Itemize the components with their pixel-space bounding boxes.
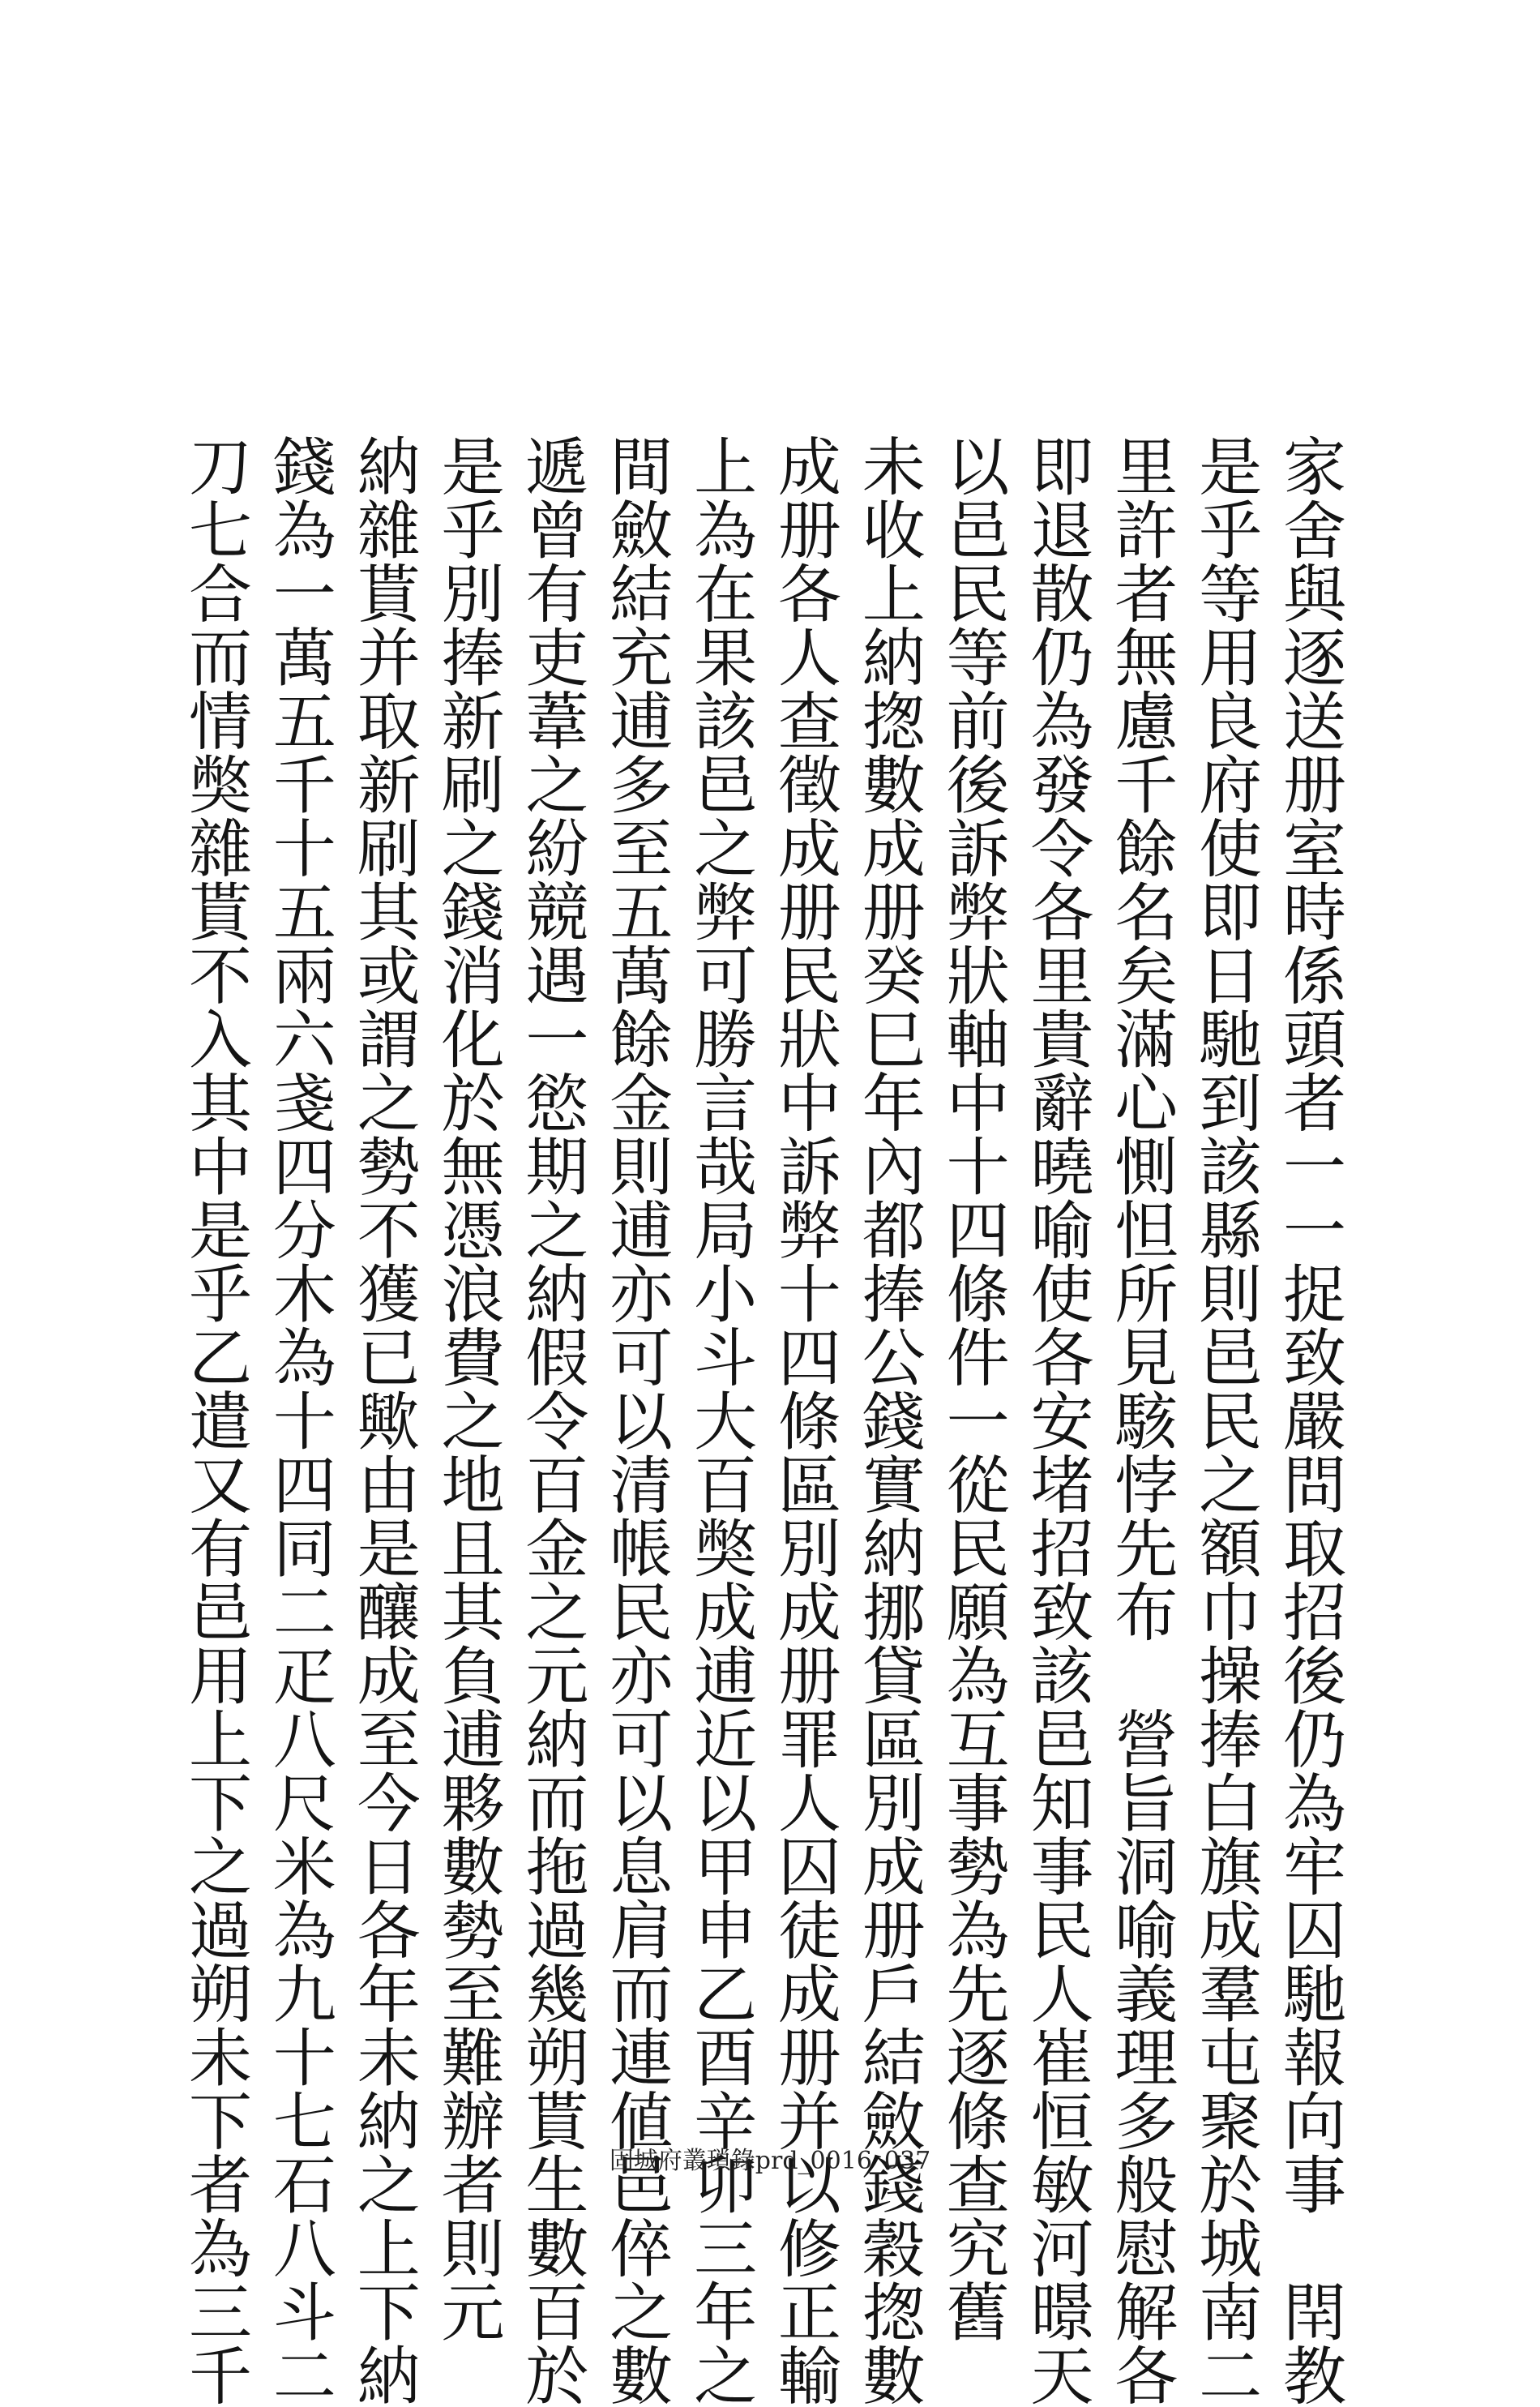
text-column-4: 即退散仍為發令各里貴辭曉喻使各安堵招致該邑知事民人崔恒敏河暻天 [1020, 434, 1093, 2407]
text-column-1: 家舍與逐送册室時係頭者一一捉致嚴問取招後仍為牢囚馳報向事 閈教 [1272, 434, 1345, 2407]
text-column-13: 錢為一萬五千十五兩六戔四分木為十四同二疋八尺米為九十七石八斗二 [262, 434, 336, 2407]
text-column-12: 納雜貰并取新刷其或謂之勢不獲已歟由是釀成至今日各年未納之上下納 [346, 434, 420, 2407]
page-footer-caption: 固城府叢瑣錄prd_0016_037 [609, 2147, 931, 2175]
text-column-9: 間斂結充逋多至五萬餘金則逋亦可以清帳民亦可以息肩而連値邑倅之數 [599, 434, 673, 2407]
text-column-3: 里許者無慮千餘名矣滿心惻怛所見駭悖先布 營旨洞喻義理多般慰解各 [1104, 434, 1178, 2407]
text-column-7: 成册各人查徵成册民狀中訴弊十四條區別成册罪人囚徒成册并以修正輸 [767, 434, 841, 2407]
text-column-5: 以邑民等前後訴弊狀軸中十四條件一從民願為互事勢為先逐條查究舊 [935, 434, 1009, 2343]
text-column-6: 未收上納揔數成册癸巳年內都捧公錢實納挪貸區別成册戶結斂錢穀揔數 [851, 434, 925, 2407]
text-column-14: 刀七合而情獘雜貰不入其中是乎乙遣又有邑用上下之過朔未下者為三千 [178, 434, 251, 2407]
text-column-2: 是乎等用良府使即日馳到該縣則邑民之額巾操捧白旗成羣屯聚於城南二 [1188, 434, 1262, 2407]
text-column-10: 遞曾有吏葦之紛競遇一慾期之納假令百金之元納而拖過幾朔貰生數百於 [515, 434, 588, 2407]
text-column-8: 上為在果該邑之弊可勝言哉局小斗大百獘成逋近以甲申乙酉辛卯三年之 [683, 434, 757, 2407]
text-column-11: 是乎別捧新刷之錢消化於無憑浪費之地且其負逋夥數勢至難辦者則元 [430, 434, 504, 2343]
